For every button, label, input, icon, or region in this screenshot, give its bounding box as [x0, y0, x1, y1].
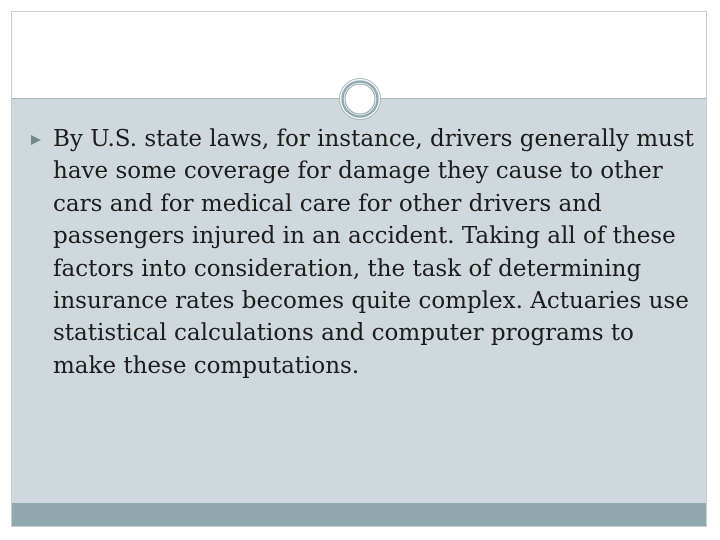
bullet-list — [28, 123, 696, 382]
bullet-item — [28, 123, 696, 382]
triangle-bullet-icon — [31, 135, 41, 145]
circle-ornament-icon — [338, 77, 382, 121]
bullet-text: By U.S. state laws, for instance, drivers generally must have some coverage for damage they cause to other cars and for medical care for other drivers and passengers injured in an accident. Taking all of these factors into consideration, the task of determining insurance rates becomes quite complex. Actuaries use statistical calculations and computer programs to make these computations. — [53, 126, 694, 379]
